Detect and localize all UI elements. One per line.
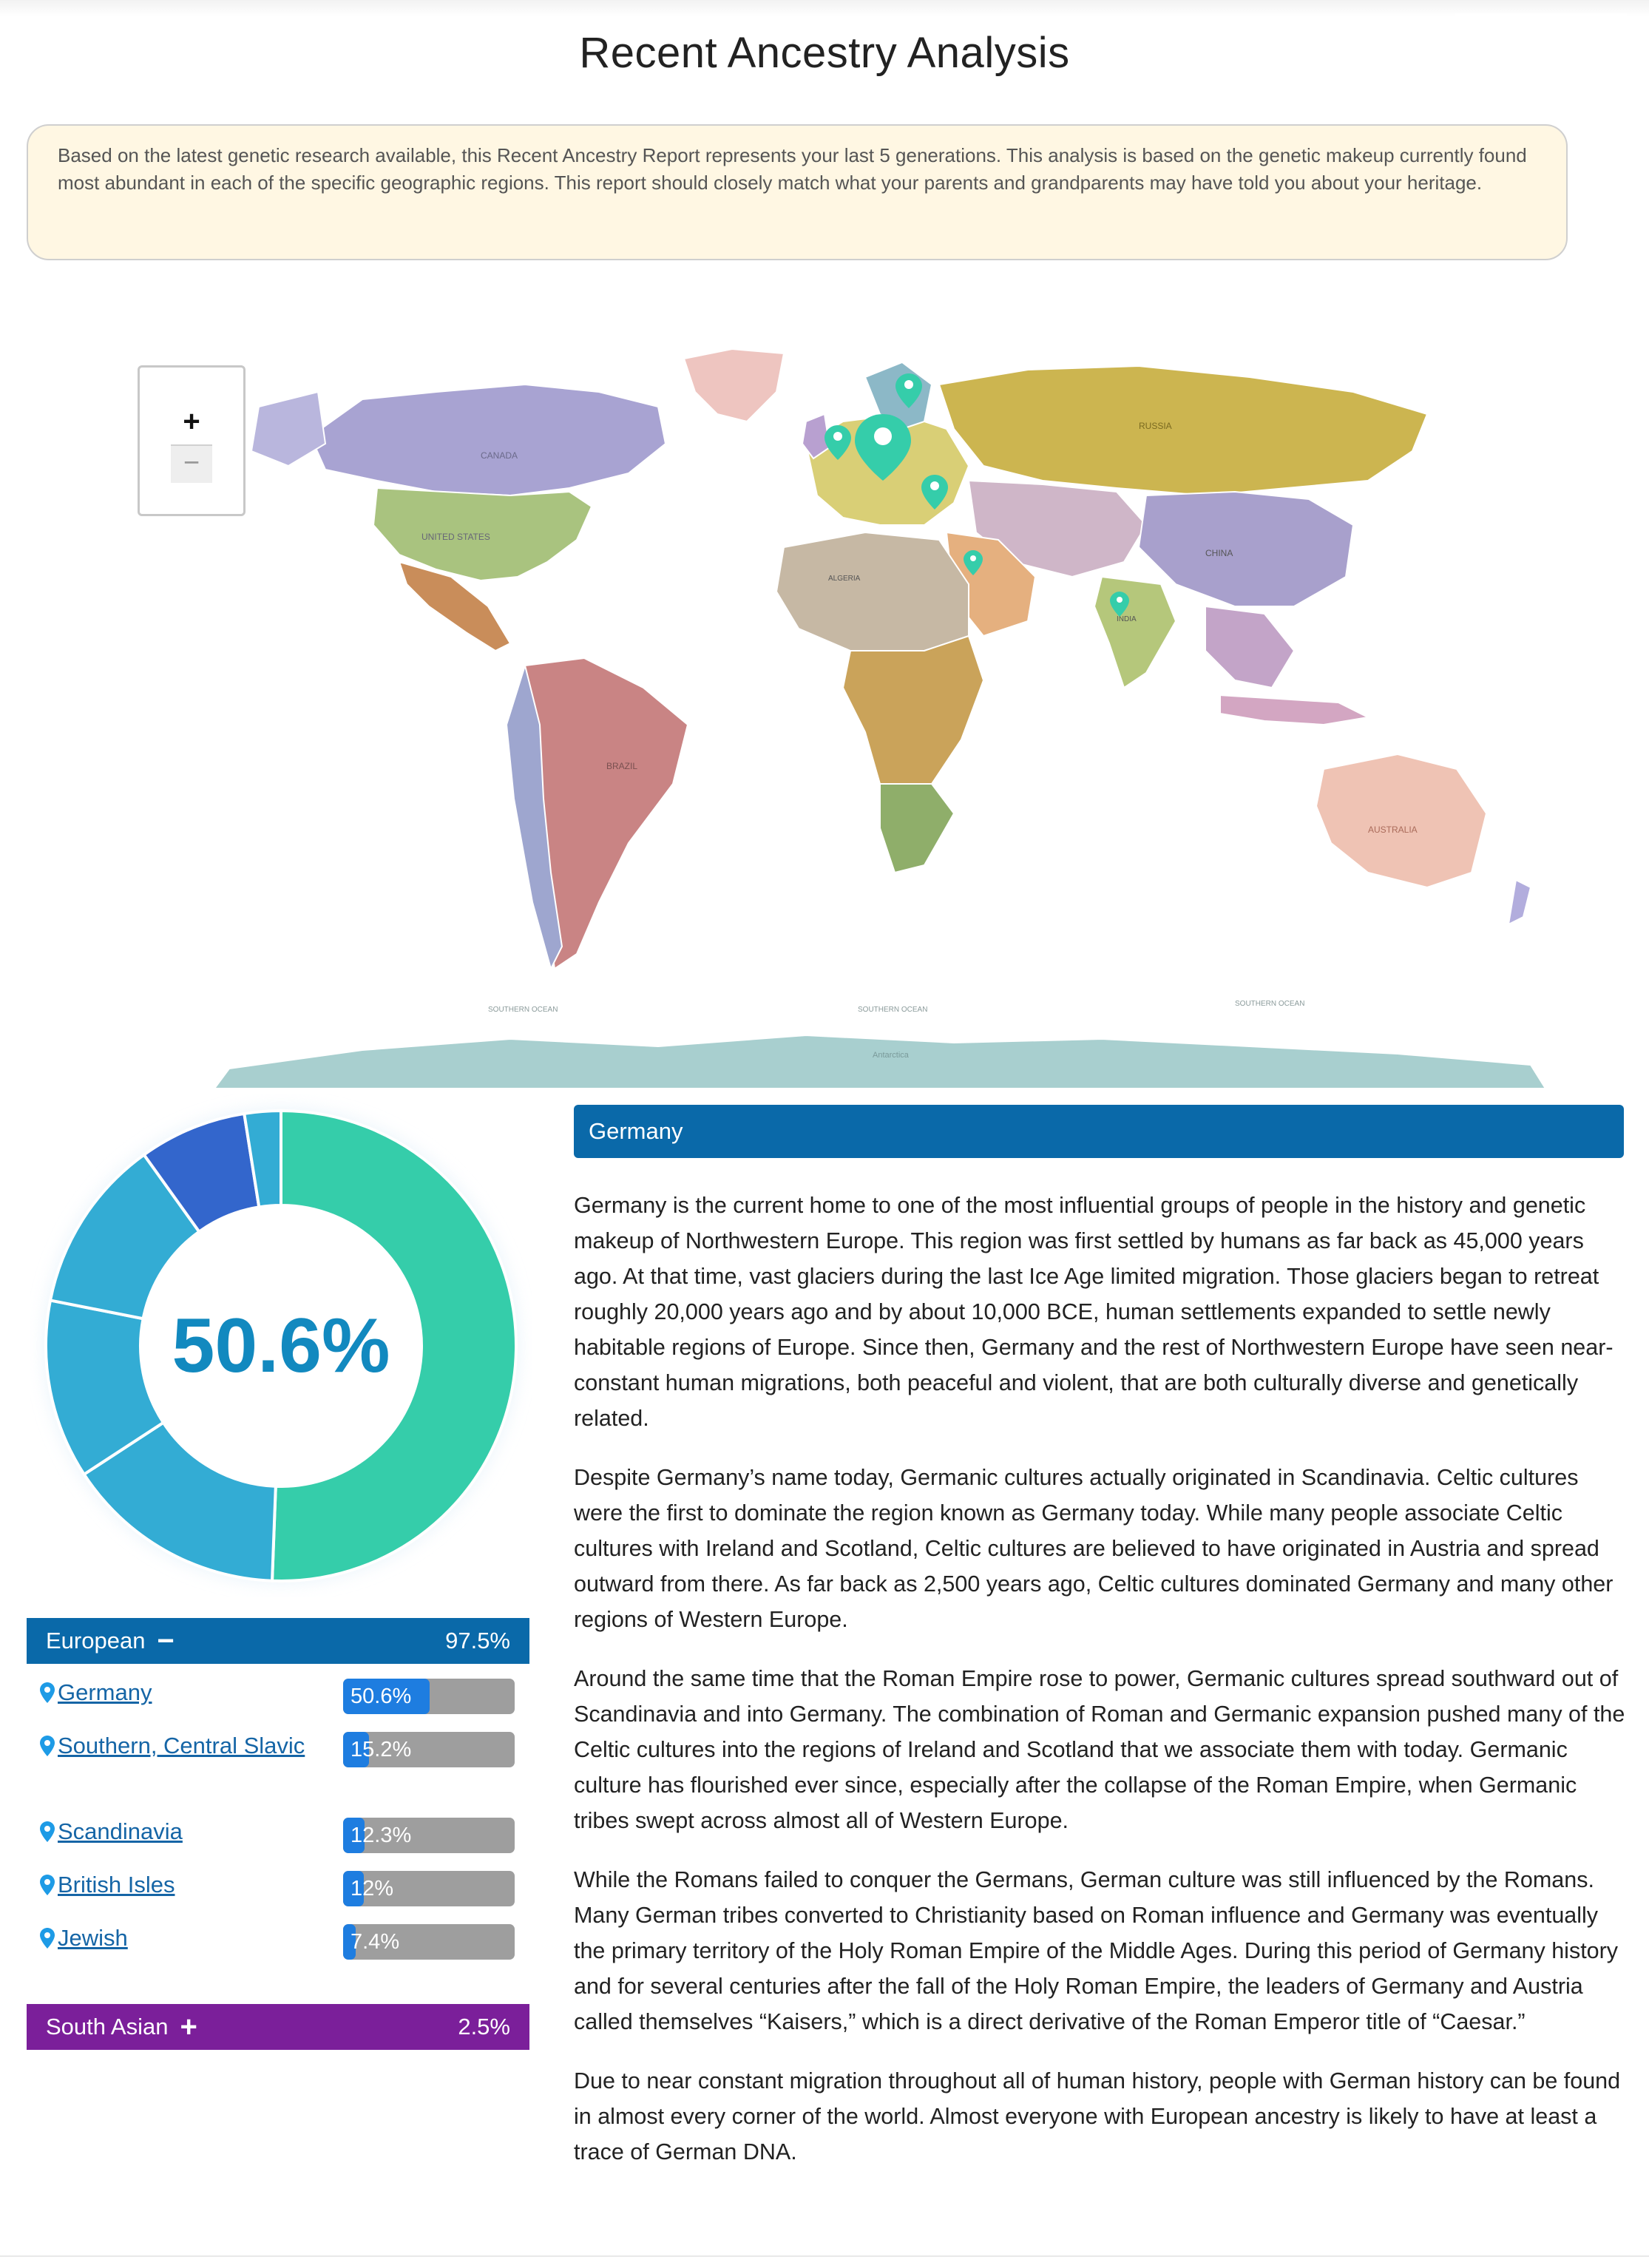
africa-south-shape — [880, 784, 954, 873]
browser-top-strip — [0, 0, 1649, 16]
new-zealand-shape — [1509, 880, 1531, 924]
map-zoom-control — [138, 365, 246, 516]
region-detail-title: Germany — [574, 1105, 1624, 1158]
ancestry-donut-chart — [30, 1094, 532, 1597]
map-label-southern-ocean-3: SOUTHERN OCEAN — [1235, 1000, 1305, 1008]
zoom-out-button[interactable]: − — [171, 444, 212, 483]
map-label-canada: CANADA — [481, 450, 518, 461]
canada-shape — [311, 385, 666, 495]
russia-shape — [939, 366, 1427, 495]
percent-bar — [343, 1818, 515, 1853]
percent-label: 15.2% — [351, 1738, 412, 1761]
detail-paragraph: While the Romans failed to conquer the Germans, German culture was still influenced by the Romans. Many German tribes converted to Christianity based on Roman influence and Germany was eventually the primary territory of the Holy Roman Empire of the Middle Ages. During this period of Germany history and for several centuries after the fall of the Holy Roman Empire, the leaders of Germany and Austria called themselves “Kaisers,” which is a direct derivative of the Roman Emperor title of “Caesar.” — [574, 1867, 1619, 2034]
region-name-link[interactable]: Scandinavia — [58, 1818, 183, 1844]
percent-bar — [343, 1871, 515, 1906]
region-name-link[interactable]: British Isles — [58, 1872, 175, 1898]
map-label-southern-ocean-1: SOUTHERN OCEAN — [488, 1006, 558, 1014]
southeast-asia-shape — [1205, 606, 1294, 688]
group-header-south-asian[interactable] — [27, 2004, 529, 2050]
group-percent: 2.5% — [458, 2014, 510, 2039]
region-link — [40, 1676, 351, 1710]
page-title: Recent Ancestry Analysis — [579, 29, 1070, 77]
region-name-link[interactable]: Southern, Central Slavic — [58, 1733, 305, 1758]
alaska-shape — [251, 392, 325, 466]
australia-shape — [1316, 754, 1486, 887]
map-marker-icon — [40, 1928, 55, 1949]
region-link — [40, 1921, 351, 1955]
region-name-link[interactable]: Germany — [58, 1679, 152, 1705]
intro-notice: Based on the latest genetic research available, this Recent Ancestry Report represents your last 5 generations. This analysis is based on the genetic makeup currently found most abundant in each of the specific geographic regions. This report should closely match what your parents and grandparents may have told you about your heritage. — [27, 124, 1568, 260]
group-name: European — [46, 1628, 146, 1653]
map-label-antarctica: Antarctica — [873, 1051, 909, 1060]
group-percent: 97.5% — [445, 1628, 510, 1653]
world-map[interactable] — [214, 340, 1545, 1089]
map-label-australia: AUSTRALIA — [1368, 825, 1418, 835]
map-label-china: CHINA — [1205, 548, 1233, 558]
footer-divider — [0, 2255, 1649, 2257]
map-marker-icon — [40, 1682, 55, 1703]
percent-bar — [343, 1732, 515, 1767]
indonesia-shape — [1220, 695, 1368, 725]
percent-label: 12.3% — [351, 1824, 412, 1847]
map-marker-icon — [40, 1736, 55, 1756]
region-link — [40, 1815, 351, 1849]
collapse-icon[interactable]: − — [157, 1625, 175, 1657]
map-label-algeria: ALGERIA — [828, 575, 861, 583]
india-shape — [1094, 577, 1176, 688]
region-detail-text — [574, 1188, 1627, 2193]
percent-label: 7.4% — [351, 1930, 400, 1954]
china-shape — [1139, 492, 1353, 606]
detail-paragraph: Due to near constant migration throughout all of human history, people with German history can be found in almost every corner of the world. Almost everyone with European ancestry is likely to have at least a trace of German DNA. — [574, 2068, 1621, 2164]
region-link — [40, 1729, 351, 1763]
antarctica-shape — [214, 1035, 1545, 1089]
greenland-shape — [684, 349, 784, 422]
detail-paragraph: Around the same time that the Roman Empire rose to power, Germanic cultures spread southward out of Scandinavia and into Germany. The combination of Roman and Germanic expansion pushed many of the Celtic cultures into the regions of Ireland and Scotland that we associate them with today. Germanic culture has flourished ever since, especially after the collapse of the Roman Empire, when Germanic tribes swept across almost all of Western Europe. — [574, 1666, 1625, 1833]
map-label-southern-ocean-2: SOUTHERN OCEAN — [858, 1006, 928, 1014]
map-label-brazil: BRAZIL — [606, 761, 638, 771]
zoom-in-button[interactable]: + — [183, 405, 200, 438]
percent-label: 12% — [351, 1877, 394, 1900]
group-name: South Asian — [46, 2014, 169, 2039]
map-label-india: INDIA — [1117, 615, 1137, 623]
percent-label: 50.6% — [351, 1685, 412, 1708]
expand-icon[interactable]: + — [180, 2011, 197, 2043]
group-header-european[interactable] — [27, 1618, 529, 1664]
africa-north-shape — [776, 532, 969, 651]
region-name-link[interactable]: Jewish — [58, 1925, 128, 1951]
map-marker-icon — [40, 1875, 55, 1895]
map-marker-icon — [40, 1821, 55, 1842]
percent-bar — [343, 1679, 515, 1714]
region-link — [40, 1868, 351, 1902]
donut-center-percent: 50.6% — [172, 1302, 390, 1389]
donut-hole — [140, 1205, 421, 1486]
map-label-usa: UNITED STATES — [421, 532, 490, 542]
map-label-russia: RUSSIA — [1139, 421, 1172, 431]
detail-paragraph: Despite Germany’s name today, Germanic cultures actually originated in Scandinavia. Celtic cultures were the first to dominate the region known as Germany today. While many people associate Celtic cultures with Ireland and Scotland, Celtic cultures are believed to have originated in Austria and spread outward from there. As far back as 2,500 years ago, Celtic cultures dominated Germany and many other regions of Western Europe. — [574, 1465, 1614, 1632]
percent-bar — [343, 1924, 515, 1960]
detail-paragraph: Germany is the current home to one of the most influential groups of people in the history and genetic makeup of Northwestern Europe. This region was first settled by humans as far back as 45,000 years ago. At that time, vast glaciers during the last Ice Age limited migration. Those glaciers began to retreat roughly 20,000 years ago and by about 10,000 BCE, human settlements expanded to settle newly habitable regions of Europe. Since then, Germany and the rest of Northwestern Europe have seen near-constant human migrations, both peaceful and violent, that are both culturally diverse and genetically related. — [574, 1193, 1614, 1431]
